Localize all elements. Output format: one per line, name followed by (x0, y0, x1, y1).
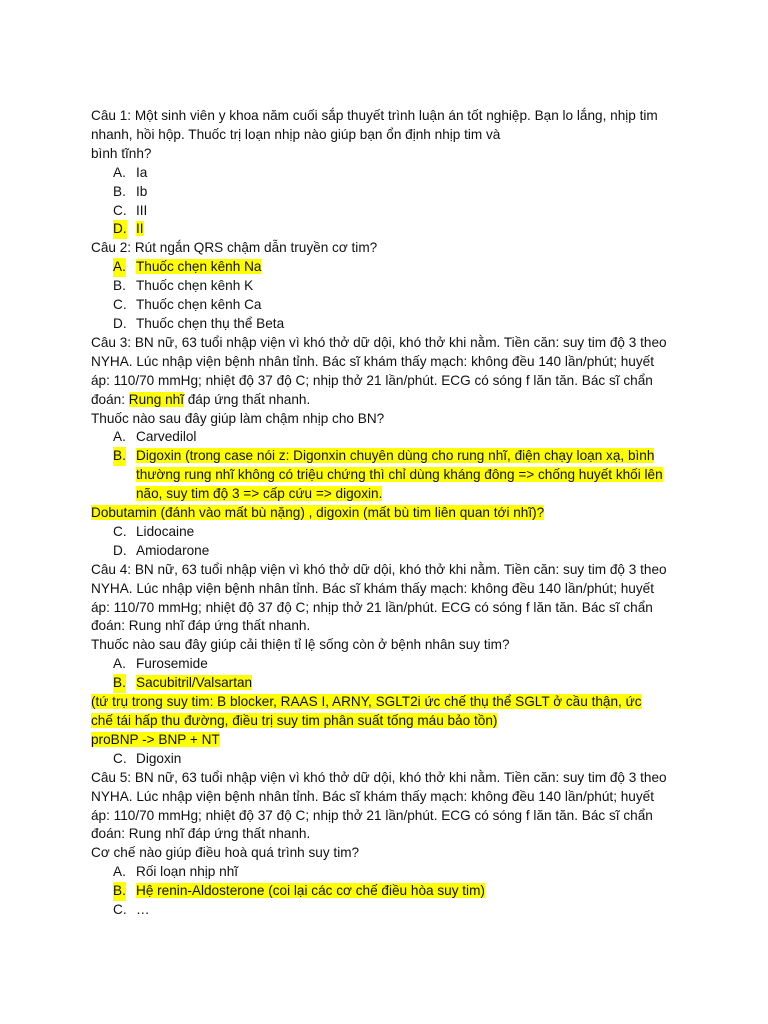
option-d: D. Thuốc chẹn thụ thể Beta (113, 315, 285, 331)
question-text: đoán: Rung nhĩ đáp ứng thất nhanh. (91, 826, 311, 842)
option-d-answer: D. II (91, 220, 691, 239)
answer-note: Dobutamin (đánh vào mất bù nặng) , digoxin (mất bù tim liên quan tới nhĩ)? (91, 505, 545, 521)
option-c: C. Digoxin (113, 750, 182, 766)
question-text: NYHA. Lúc nhập viện bệnh nhân tỉnh. Bác sĩ khám thấy mạch: không đều 140 lần/phút; huyết (91, 788, 654, 804)
question-text: nhanh, hồi hộp. Thuốc trị loạn nhịp nào giúp bạn ổn định nhịp tim và (91, 126, 501, 142)
answer-note: chế tái hấp thu đường, điều trị suy tim phân suất tống máu bảo tồn) (91, 713, 498, 728)
option-b: B. Thuốc chẹn kênh K (113, 278, 254, 294)
question-prompt: Thuốc nào sau đây giúp cải thiện tỉ lệ sống còn ở bệnh nhân suy tim? (91, 637, 510, 653)
answer-note: (tứ trụ trong suy tim: B blocker, RAAS I, ARNY, SGLT2i ức chế thụ thể SGLT ở cầu thận, ức (91, 694, 642, 710)
question-text: Câu 4: BN nữ, 63 tuổi nhập viện vì khó thở dữ dội, khó thở khi nằm. Tiền căn: suy tim độ 3 theo (91, 561, 667, 577)
question-text: áp: 110/70 mmHg; nhiệt độ 37 độ C; nhịp thở 21 lần/phút. ECG có sóng f lăn tăn. Bác sĩ chẩn (91, 599, 653, 615)
question-4 (91, 561, 691, 769)
highlighted-term: Rung nhĩ (128, 391, 184, 407)
question-text: Câu 5: BN nữ, 63 tuổi nhập viện vì khó thở dữ dội, khó thở khi nằm. Tiền căn: suy tim độ 3 theo (91, 769, 667, 785)
option-c: C. Thuốc chẹn kênh Ca (113, 297, 262, 313)
question-prompt: Cơ chế nào giúp điều hoà quá trình suy tim? (91, 845, 360, 861)
document-page (91, 107, 691, 920)
option-a: A. Furosemide (113, 656, 208, 672)
diagnosis-line: đoán: Rung nhĩ đáp ứng thất nhanh. (91, 391, 311, 407)
option-a: A. Carvedilol (113, 429, 197, 445)
question-text: NYHA. Lúc nhập viện bệnh nhân tỉnh. Bác sĩ khám thấy mạch: không đều 140 lần/phút; huyết (91, 353, 654, 369)
question-3 (91, 334, 691, 561)
option-b-answer: B. Sacubitril/Valsartan (91, 674, 691, 693)
option-a-answer: A. Thuốc chẹn kênh Na (91, 258, 691, 277)
question-text: Câu 1: Một sinh viên y khoa năm cuối sắp thuyết trình luận án tốt nghiệp. Bạn lo lắng, nhịp tim (91, 108, 658, 123)
question-text: áp: 110/70 mmHg; nhiệt độ 37 độ C; nhịp thở 21 lần/phút. ECG có sóng f lăn tăn. Bác sĩ chẩn (91, 807, 653, 823)
option-c: C. … (113, 902, 150, 918)
option-a: A. Rối loạn nhịp nhĩ (113, 864, 239, 880)
answer-note: proBNP -> BNP + NT (91, 731, 220, 747)
option-c: C. III (113, 202, 148, 218)
question-5 (91, 769, 691, 920)
option-d: D. Amiodarone (113, 542, 210, 558)
question-text: bình tĩnh? (91, 145, 152, 161)
option-b-answer: B. Hệ renin-Aldosterone (coi lại các cơ chế điều hòa suy tim) (91, 882, 691, 901)
question-text: áp: 110/70 mmHg; nhiệt độ 37 độ C; nhịp thở 21 lần/phút. ECG có sóng f lăn tăn. Bác sĩ chẩn (91, 372, 653, 388)
option-b-answer: B. Digoxin (trong case nói z: Digonxin chuyên dùng cho rung nhĩ, điện chạy loạn xạ, bình thường rung nhĩ không có triệu chứng thì chỉ dùng kháng đông => chống huyết khối lên não, suy tim độ 3 => cấp cứu => digoxin. (113, 448, 663, 502)
question-text: Câu 2: Rút ngắn QRS chậm dẫn truyền cơ tim? (91, 240, 378, 256)
option-c: C. Lidocaine (113, 523, 195, 539)
question-1 (91, 107, 691, 239)
question-2 (91, 239, 691, 334)
option-b: B. Ib (113, 183, 148, 199)
question-text: Câu 3: BN nữ, 63 tuổi nhập viện vì khó thở dữ dội, khó thở khi nằm. Tiền căn: suy tim độ 3 theo (91, 334, 667, 350)
option-a: A. Ia (113, 164, 148, 180)
question-text: đoán: Rung nhĩ đáp ứng thất nhanh. (91, 618, 311, 634)
question-prompt: Thuốc nào sau đây giúp làm chậm nhịp cho BN? (91, 410, 385, 426)
question-text: NYHA. Lúc nhập viện bệnh nhân tỉnh. Bác sĩ khám thấy mạch: không đều 140 lần/phút; huyết (91, 580, 654, 596)
